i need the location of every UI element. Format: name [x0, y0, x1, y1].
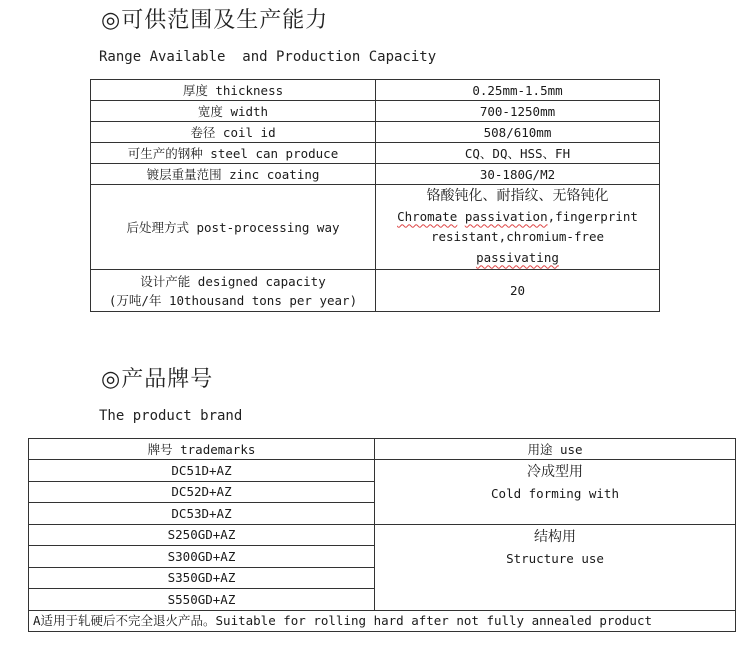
brand-cell: S550GD+AZ	[29, 589, 375, 611]
brand-cell: DC53D+AZ	[29, 503, 375, 525]
spell-chromate: Chromate	[397, 208, 458, 224]
designed-capacity-label-line1: 设计产能 designed capacity	[140, 273, 326, 289]
row-value: 30-180G/M2	[376, 164, 660, 185]
designed-capacity-label-line2: (万吨/年 10thousand tons per year)	[108, 292, 358, 308]
header-use: 用途 use	[375, 439, 736, 460]
post-processing-en-line2: resistant,chromium-free	[430, 229, 605, 244]
brand-cell: DC52D+AZ	[29, 481, 375, 503]
table-row	[91, 143, 660, 164]
structure-use-cn: 结构用	[534, 528, 576, 545]
spell-passivation: passivation	[464, 208, 548, 224]
brand-cell: S350GD+AZ	[29, 567, 375, 589]
brand-cell: DC51D+AZ	[29, 460, 375, 482]
row-label: 宽度 width	[91, 101, 376, 122]
cold-forming-use-cn: 冷成型用	[527, 464, 583, 480]
post-processing-cn: 铬酸钝化、耐指纹、无铬钝化	[426, 188, 609, 204]
header-trademarks: 牌号 trademarks	[29, 439, 375, 460]
footnote: A适用于轧硬后不完全退火产品。Suitable for rolling hard after not fully annealed product	[29, 610, 736, 631]
designed-capacity-row	[91, 270, 660, 312]
row-value: 700-1250mm	[376, 101, 660, 122]
table-header-row	[29, 439, 736, 460]
row-value: 0.25mm-1.5mm	[376, 80, 660, 101]
row-label: 厚度 thickness	[91, 80, 376, 101]
designed-capacity-value: 20	[376, 270, 660, 312]
table-row	[91, 122, 660, 143]
table-row	[91, 101, 660, 122]
brand-cell: S300GD+AZ	[29, 546, 375, 568]
cold-forming-use-en: Cold forming with	[491, 486, 619, 501]
brand-table	[28, 438, 736, 632]
brand-cell: S250GD+AZ	[29, 524, 375, 546]
post-processing-en-line1	[378, 207, 657, 228]
table-row	[29, 524, 736, 546]
table-row	[91, 164, 660, 185]
capacity-heading-cn: ◎可供范围及生产能力	[101, 8, 329, 33]
post-processing-value	[376, 185, 660, 270]
structure-use	[375, 524, 736, 610]
row-value: CQ、DQ、HSS、FH	[376, 143, 660, 164]
table-row	[91, 80, 660, 101]
cold-forming-use	[375, 460, 736, 525]
designed-capacity-label	[91, 270, 376, 312]
row-value: 508/610mm	[376, 122, 660, 143]
row-label: 卷径 coil id	[91, 122, 376, 143]
footnote-row	[29, 610, 736, 631]
row-label: 镀层重量范围 zinc coating	[91, 164, 376, 185]
capacity-heading-en: Range Available and Production Capacity	[99, 49, 437, 65]
spell-passivating: passivating	[476, 249, 559, 265]
brand-heading-en: The product brand	[99, 408, 243, 424]
post-processing-row	[91, 185, 660, 270]
brand-heading-cn: ◎产品牌号	[101, 367, 214, 392]
structure-use-en: Structure use	[506, 550, 604, 566]
post-processing-label: 后处理方式 post-processing way	[91, 185, 376, 270]
post-processing-fingerprint: ,fingerprint	[547, 208, 638, 224]
row-label: 可生产的钢种 steel can produce	[91, 143, 376, 164]
capacity-table	[90, 79, 660, 312]
post-processing-en-line3	[378, 248, 657, 269]
table-row	[29, 460, 736, 482]
